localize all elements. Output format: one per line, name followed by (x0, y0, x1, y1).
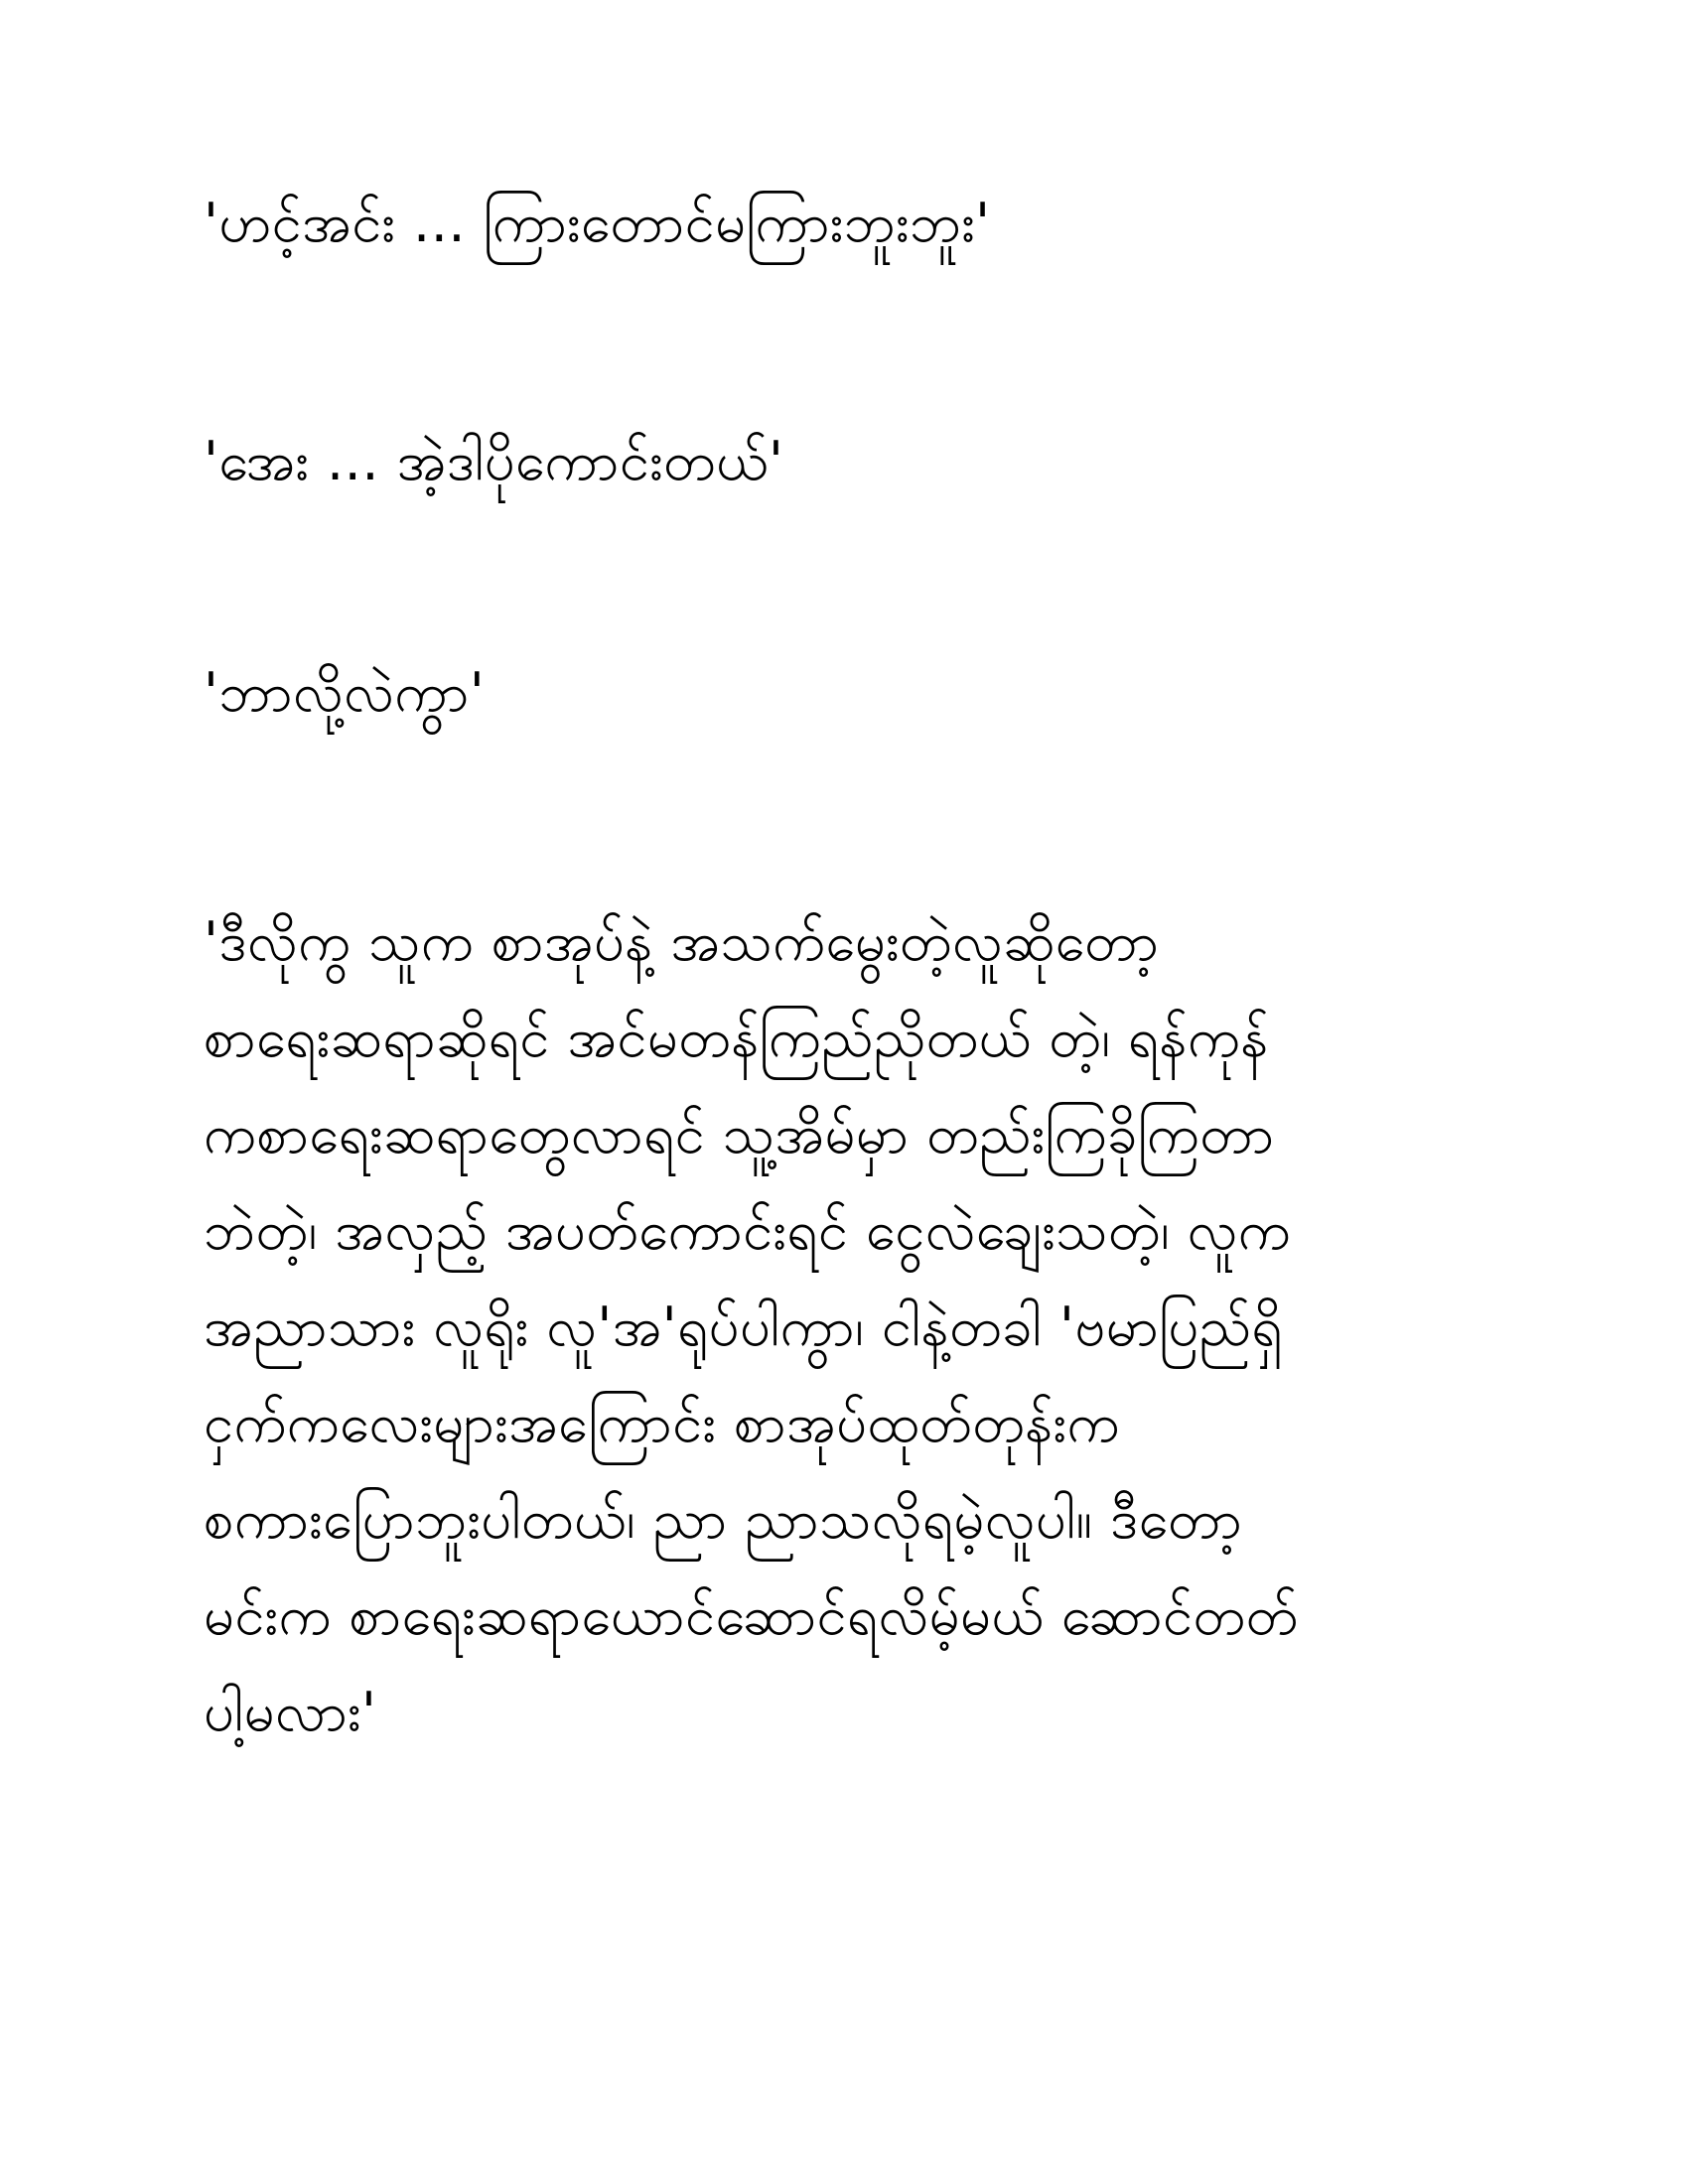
dialogue-line-2: 'အေး ... အဲ့ဒါပိုကောင်းတယ်' (204, 430, 784, 492)
dialogue-line-1: 'ဟင့်အင်း ... ကြားတောင်မကြားဘူးဘူး' (204, 192, 991, 254)
paragraph-line: ငှက်ကလေးများအကြောင်း စာအုပ်ထုတ်တုန်းက (204, 1392, 1120, 1454)
paragraph-line: ဘဲတဲ့၊ အလှည့် အပတ်ကောင်းရင် ငွေလဲချေးသတဲ့၊ လူက (204, 1199, 1292, 1262)
paragraph-line: 'ဒီလိုကွ သူက စာအုပ်နဲ့ အသက်မွေးတဲ့လူဆိုတော့ (204, 910, 1160, 973)
dialogue-line-3: 'ဘာလို့လဲကွာ' (204, 661, 486, 724)
paragraph-line: စာရေးဆရာဆိုရင် အင်မတန်ကြည်ညိုတယ် တဲ့၊ ရန်ကုန် (204, 1007, 1269, 1069)
dialogue-paragraph (204, 893, 1494, 1760)
paragraph-line: စကားပြောဘူးပါတယ်၊ ညာ ညာသလိုရမဲ့လူပါ။ ဒီတော့ (204, 1488, 1243, 1551)
paragraph-line: မင်းက စာရေးဆရာယောင်ဆောင်ရလိမ့်မယ် ဆောင်တတ် (204, 1584, 1299, 1647)
paragraph-line: ပါ့မလား' (204, 1681, 377, 1743)
paragraph-line: အညာသား လူရိုး လူ'အ'ရုပ်ပါကွာ၊ ငါနဲ့တခါ 'ဗမာပြည်ရှိ (204, 1296, 1283, 1358)
paragraph-line: ကစာရေးဆရာတွေလာရင် သူ့အိမ်မှာ တည်းကြခိုကြတာ (204, 1103, 1275, 1165)
